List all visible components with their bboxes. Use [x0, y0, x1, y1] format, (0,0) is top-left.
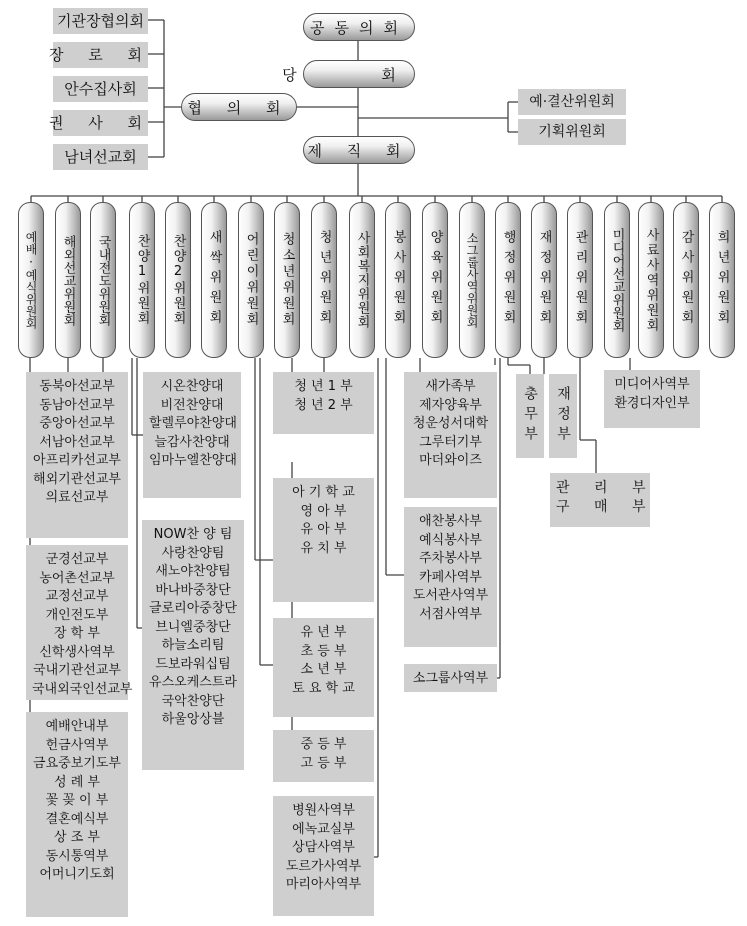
department-item: 고 등 부	[300, 755, 347, 771]
department-item: 토 요 학 교	[292, 680, 355, 696]
department-item: 장 학 부	[54, 626, 100, 641]
department-item: 소그룹사역부	[412, 671, 489, 686]
department-item: 어머니기도회	[39, 867, 115, 882]
department-item: 국내외국인선교부	[32, 681, 133, 697]
service-departments	[404, 507, 497, 647]
media-departments	[604, 370, 700, 428]
department-item: 소 년 부	[300, 662, 347, 677]
planning-committee-box: 기획위원회	[518, 119, 626, 145]
nurture-departments	[404, 372, 497, 498]
committee-pill	[274, 202, 300, 358]
department-item: 하울앙상블	[161, 712, 225, 727]
committee-label: 청소년위원회	[279, 232, 295, 328]
council-box: 장 로 회	[53, 42, 148, 68]
department-item: 중앙아선교부	[39, 416, 115, 431]
department-item: 도르가사역부	[285, 858, 362, 874]
committee-label: 사료사역위원회	[643, 227, 659, 333]
department-item: 개인전도부	[45, 607, 109, 623]
department-item: NOW찬 양 팀	[153, 527, 233, 542]
committee-label: 봉사위원회	[390, 230, 406, 330]
department-item: 예배안내부	[45, 719, 109, 734]
committee-pill	[201, 202, 227, 358]
officers-assembly-box: 제 직 회	[303, 136, 415, 164]
department-item: 의료선교부	[45, 490, 109, 505]
department-item: 해외기관선교부	[33, 471, 121, 487]
council-box: 남녀선교회	[53, 144, 148, 170]
department-item: 청 년 2 부	[294, 397, 353, 413]
committee-label: 찬양1위원회	[134, 234, 150, 326]
department-item: 도서관사역부	[412, 588, 489, 603]
department-item: 서점사역부	[419, 606, 482, 622]
department-item: 결혼예식부	[45, 811, 109, 827]
committee-label: 미디어선교위원회	[609, 228, 625, 332]
department-item: 병원사역부	[292, 803, 355, 818]
department-item: 교정선교부	[45, 589, 109, 604]
department-item: 드보라워십팀	[155, 656, 231, 672]
department-item: 제자양육부	[419, 397, 482, 413]
committee-label: 해외선교위원회	[60, 234, 76, 326]
department-item: 글로리아중창단	[149, 601, 237, 616]
committee-label: 소그룹사역위원회	[465, 232, 479, 328]
choir2-departments	[142, 520, 244, 770]
department-item: 임마누엘찬양대	[149, 453, 237, 468]
welfare-departments	[273, 796, 374, 916]
overseas-mission-departments	[26, 372, 128, 538]
department-item: 애찬봉사부	[419, 514, 482, 529]
committee-label: 어린이위원회	[243, 232, 259, 328]
consultation-council-box: 협 의 회	[181, 93, 297, 121]
department-item: 상 조 부	[54, 830, 100, 845]
committee-pill	[385, 202, 411, 358]
department-item: 마리아사역부	[285, 877, 362, 892]
finance-department	[549, 374, 577, 458]
department-item: 늘감사찬양대	[154, 434, 230, 450]
department-item: 동남아선교부	[39, 397, 115, 413]
department-item: 농어촌선교부	[39, 570, 115, 586]
committee-label: 예배·예식위원회	[24, 231, 38, 329]
committee-pill	[422, 202, 448, 358]
worship-departments	[26, 712, 128, 917]
teen-departments	[273, 730, 374, 782]
domestic-mission-departments	[26, 545, 133, 700]
department-item: 신학생사역부	[39, 644, 115, 660]
department-item: 주차봉사부	[419, 551, 482, 566]
department-item: 유스오케스트라	[149, 675, 237, 690]
council-box: 권 사 회	[53, 110, 148, 136]
committee-label: 국내전도위원회	[95, 234, 111, 326]
finance-department-label: 재정부	[555, 386, 571, 446]
department-item: 마더와이즈	[419, 453, 482, 468]
facility-departments	[550, 473, 656, 527]
committee-pill	[709, 202, 735, 358]
department-item: 동시통역부	[45, 848, 109, 864]
committee-label: 재정위원회	[536, 230, 552, 330]
department-item: 시온찬양대	[160, 379, 224, 394]
council-box: 기관장협의회	[53, 8, 148, 34]
admin-department	[516, 374, 544, 458]
committee-pill	[638, 202, 664, 358]
department-item: 국악찬양단	[161, 693, 225, 709]
department-item: 청운성서대학	[412, 416, 489, 431]
department-item: 상담사역부	[292, 840, 355, 855]
department-item: 바나바중창단	[155, 582, 231, 598]
infant-departments	[273, 478, 374, 602]
admin-department-label: 총무부	[522, 386, 538, 446]
committee-pill	[604, 202, 630, 358]
department-item: 서남아선교부	[39, 434, 115, 450]
department-item: 꽃 꽂 이 부	[45, 793, 109, 808]
department-item: 아프리카선교부	[33, 453, 121, 468]
committee-label: 청년위원회	[316, 230, 332, 330]
department-item: 초 등 부	[300, 643, 347, 659]
committee-label: 사회복지위원회	[354, 231, 370, 329]
committee-pill	[90, 202, 116, 358]
department-item: 비전찬양대	[160, 397, 224, 413]
choir1-departments	[143, 372, 241, 498]
department-item: 헌금사역부	[45, 737, 109, 753]
committee-pill	[459, 202, 485, 358]
joint-assembly-box: 공동의회	[303, 13, 415, 41]
department-item: 카페사역부	[419, 569, 482, 585]
committee-pill	[531, 202, 557, 358]
committee-pill	[165, 202, 191, 358]
committee-pill	[349, 202, 375, 358]
young-adult-departments	[273, 372, 374, 434]
department-item: 성 례 부	[54, 774, 100, 790]
department-item: 관 리 부	[556, 480, 656, 496]
department-item: 동북아선교부	[39, 379, 115, 394]
department-item: 그루터기부	[419, 434, 482, 450]
budget-committee-box: 예·결산위원회	[518, 89, 626, 115]
department-item: 새노야찬양팀	[155, 564, 231, 579]
committee-pill	[129, 202, 155, 358]
department-item: 예식봉사부	[419, 532, 482, 548]
committee-pill	[55, 202, 81, 358]
department-item: 중 등 부	[300, 737, 347, 752]
committee-label: 양육위원회	[427, 230, 443, 330]
department-item: 환경디자인부	[614, 395, 690, 411]
committee-label: 관리위원회	[572, 230, 588, 330]
small-group-department	[404, 664, 497, 692]
committee-pill	[567, 202, 593, 358]
department-item: 브니엘중창단	[155, 619, 231, 635]
committee-label: 찬양2위원회	[170, 234, 186, 326]
department-item: 에녹교실부	[292, 821, 355, 837]
committee-pill	[495, 202, 521, 358]
children-departments	[273, 618, 374, 717]
committee-label: 감사위원회	[678, 230, 694, 330]
department-item: 아 기 학 교	[292, 485, 355, 500]
committee-pill	[18, 202, 44, 358]
department-item: 미디어사역부	[614, 377, 690, 392]
department-item: 유 치 부	[300, 540, 347, 556]
committee-pill	[673, 202, 699, 358]
department-item: 군경선교부	[45, 552, 109, 567]
department-item: 영 아 부	[300, 503, 347, 519]
department-item: 새가족부	[425, 379, 476, 394]
committee-label: 행정위원회	[500, 230, 516, 330]
department-item: 청 년 1 부	[294, 379, 353, 394]
committee-pill	[311, 202, 337, 358]
department-item: 구 매 부	[556, 498, 656, 515]
council-box: 안수집사회	[53, 76, 148, 102]
department-item: 유 아 부	[300, 522, 347, 537]
department-item: 사랑찬양팀	[161, 545, 225, 561]
department-item: 유 년 부	[300, 625, 347, 640]
department-item: 할렐루야찬양대	[149, 416, 237, 431]
session-box: 당 회	[303, 60, 415, 88]
department-item: 하늘소리팀	[161, 638, 225, 653]
committee-label: 희년위원회	[714, 230, 730, 330]
department-item: 금요중보기도부	[33, 756, 121, 771]
committee-label: 새싹위원회	[206, 230, 222, 330]
department-item: 국내기관선교부	[33, 663, 121, 678]
committee-pill	[238, 202, 264, 358]
